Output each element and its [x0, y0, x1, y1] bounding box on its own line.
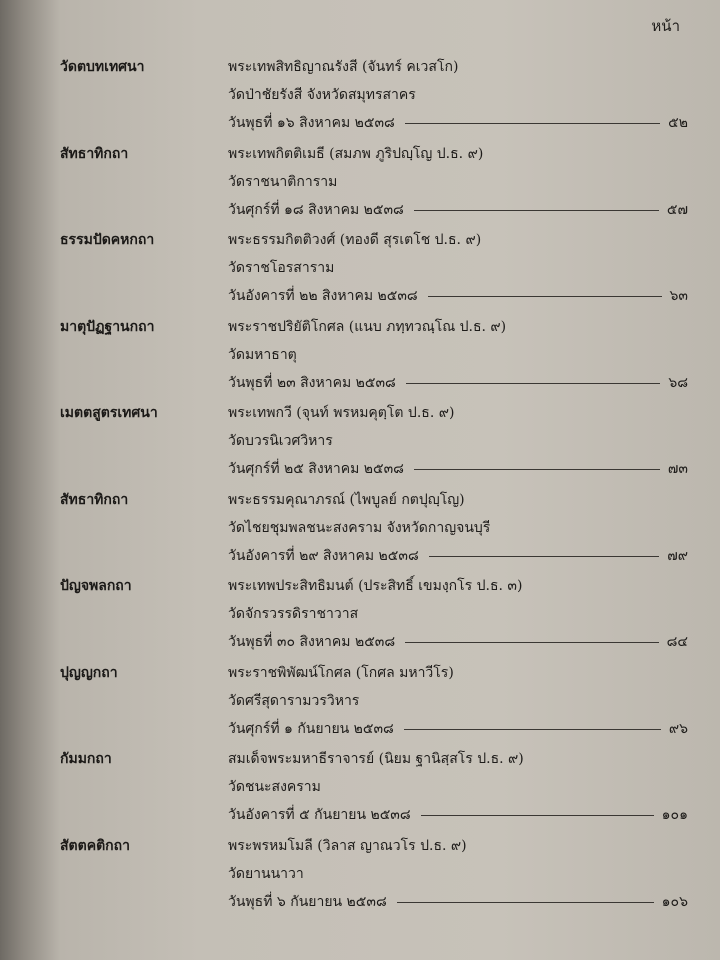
entry-speaker: พระเทพกวี (จุนท์ พรหมคุตฺโต ป.ธ. ๙) [228, 405, 455, 421]
entry-date: วันพุธที่ ๒๓ สิงหาคม ๒๕๓๘ [228, 374, 396, 391]
entry-date-row [228, 631, 688, 653]
entry-speaker: พระพรหมโมลี (วิลาส ญาณวโร ป.ธ. ๙) [228, 837, 467, 854]
toc-entry [0, 54, 720, 141]
entry-date-row [228, 804, 688, 826]
dotted-leader [414, 469, 660, 470]
toc-entry [0, 746, 720, 833]
entry-speaker: พระเทพสิทธิญาณรังสี (จันทร์ คเวสโก) [228, 59, 459, 75]
dotted-leader [405, 642, 658, 643]
entry-page-number: ๑๐๖ [661, 893, 688, 910]
toc-entry [0, 573, 720, 660]
entry-temple: วัดราชโอรสาราม [228, 260, 335, 276]
dotted-leader [406, 383, 660, 384]
entry-speaker: พระราชพิพัฒน์โกศล (โกศล มหาวีโร) [228, 664, 454, 681]
entry-page-number: ๖๓ [669, 288, 688, 304]
entry-temple: วัดศรีสุดารามวรวิหาร [228, 692, 360, 709]
entry-temple: วัดราชนาติการาม [228, 173, 338, 190]
toc-entry [0, 314, 720, 401]
toc-entry [0, 487, 720, 574]
dotted-leader [429, 556, 659, 557]
entry-page-number: ๖๘ [668, 374, 688, 391]
entry-title: ปุญญกถา [60, 664, 118, 681]
entry-date: วันพุธที่ ๖ กันยายน ๒๕๓๘ [228, 893, 387, 910]
toc-entry [0, 660, 720, 747]
entry-temple: วัดไชยชุมพลชนะสงคราม จังหวัดกาญจนบุรี [228, 519, 491, 536]
dotted-leader [397, 902, 654, 903]
entry-temple: วัดยานนาวา [228, 865, 304, 882]
entry-page-number: ๕๒ [668, 115, 688, 131]
entry-temple: วัดบวรนิเวศวิหาร [228, 433, 333, 449]
entry-date-row [228, 112, 688, 134]
entry-speaker: พระธรรมกิตติวงศ์ (ทองดี สุรเตโช ป.ธ. ๙) [228, 232, 482, 248]
entry-date: วันอังคารที่ ๒๙ สิงหาคม ๒๕๓๘ [228, 547, 419, 564]
entry-title: ปัญจพลกถา [60, 578, 132, 594]
entry-speaker: พระธรรมคุณาภรณ์ (ไพบูลย์ กตปุญฺโญ) [228, 491, 465, 508]
page-column-label: หน้า [651, 17, 680, 35]
entry-date: วันอังคารที่ ๒๒ สิงหาคม ๒๕๓๘ [228, 288, 418, 304]
entry-title: เมตตสูตรเทศนา [60, 405, 158, 421]
toc-entry [0, 400, 720, 487]
dotted-leader [421, 815, 654, 816]
entry-speaker: พระเทพกิตติเมธี (สมภพ ภูริปญฺโญ ป.ธ. ๙) [228, 145, 484, 162]
toc-list [0, 54, 720, 919]
entry-date: วันพุธที่ ๓๐ สิงหาคม ๒๕๓๘ [228, 634, 396, 650]
entry-date-row [228, 545, 688, 567]
entry-page-number: ๗๙ [667, 547, 688, 564]
entry-page-number: ๑๐๑ [661, 807, 688, 823]
entry-title: ธรรมปัดคหกถา [60, 232, 155, 248]
entry-date-row [228, 199, 688, 221]
entry-title: สัทธาทิกถา [60, 145, 129, 162]
toc-entry [0, 833, 720, 920]
entry-date-row [228, 718, 688, 740]
entry-date: วันศุกร์ที่ ๒๕ สิงหาคม ๒๕๓๘ [228, 461, 404, 477]
entry-page-number: ๗๓ [667, 461, 688, 477]
entry-title: สัทธาทิกถา [60, 491, 129, 508]
entry-page-number: ๙๖ [668, 720, 688, 737]
entry-temple: วัดป่าชัยรังสี จังหวัดสมุทรสาคร [228, 87, 416, 103]
entry-date-row [228, 891, 688, 913]
dotted-leader [404, 729, 661, 730]
entry-date-row [228, 285, 688, 307]
entry-title: มาตุปัฏฐานกถา [60, 318, 155, 335]
entry-speaker: สมเด็จพระมหาธีราจารย์ (นิยม ฐานิสฺสโร ป.ธ. ๙) [228, 751, 524, 767]
entry-date-row [228, 372, 688, 394]
entry-temple: วัดจักรวรรดิราชาวาส [228, 606, 359, 622]
entry-date: วันศุกร์ที่ ๑ กันยายน ๒๕๓๘ [228, 720, 394, 737]
toc-entry [0, 227, 720, 314]
entry-temple: วัดชนะสงคราม [228, 779, 321, 795]
entry-title: สัตตคติกถา [60, 837, 130, 854]
entry-date-row [228, 458, 688, 480]
entry-date: วันพุธที่ ๑๖ สิงหาคม ๒๕๓๘ [228, 115, 395, 131]
entry-title: วัดตบทเทศนา [60, 59, 145, 75]
entry-temple: วัดมหาธาตุ [228, 346, 297, 363]
entry-speaker: พระราชปริยัติโกศล (แนบ ภทฺทวณฺโณ ป.ธ. ๙) [228, 318, 507, 335]
entry-date: วันอังคารที่ ๕ กันยายน ๒๕๓๘ [228, 807, 411, 823]
toc-entry [0, 141, 720, 228]
entry-speaker: พระเทพประสิทธิมนต์ (ประสิทธิ์ เขมงฺกโร ป.ธ. ๓) [228, 578, 523, 594]
entry-date: วันศุกร์ที่ ๑๘ สิงหาคม ๒๕๓๘ [228, 201, 404, 218]
dotted-leader [405, 123, 660, 124]
entry-page-number: ๕๗ [666, 201, 688, 218]
dotted-leader [414, 210, 659, 211]
entry-page-number: ๘๔ [666, 634, 688, 650]
entry-title: กัมมกถา [60, 751, 112, 767]
dotted-leader [428, 296, 662, 297]
